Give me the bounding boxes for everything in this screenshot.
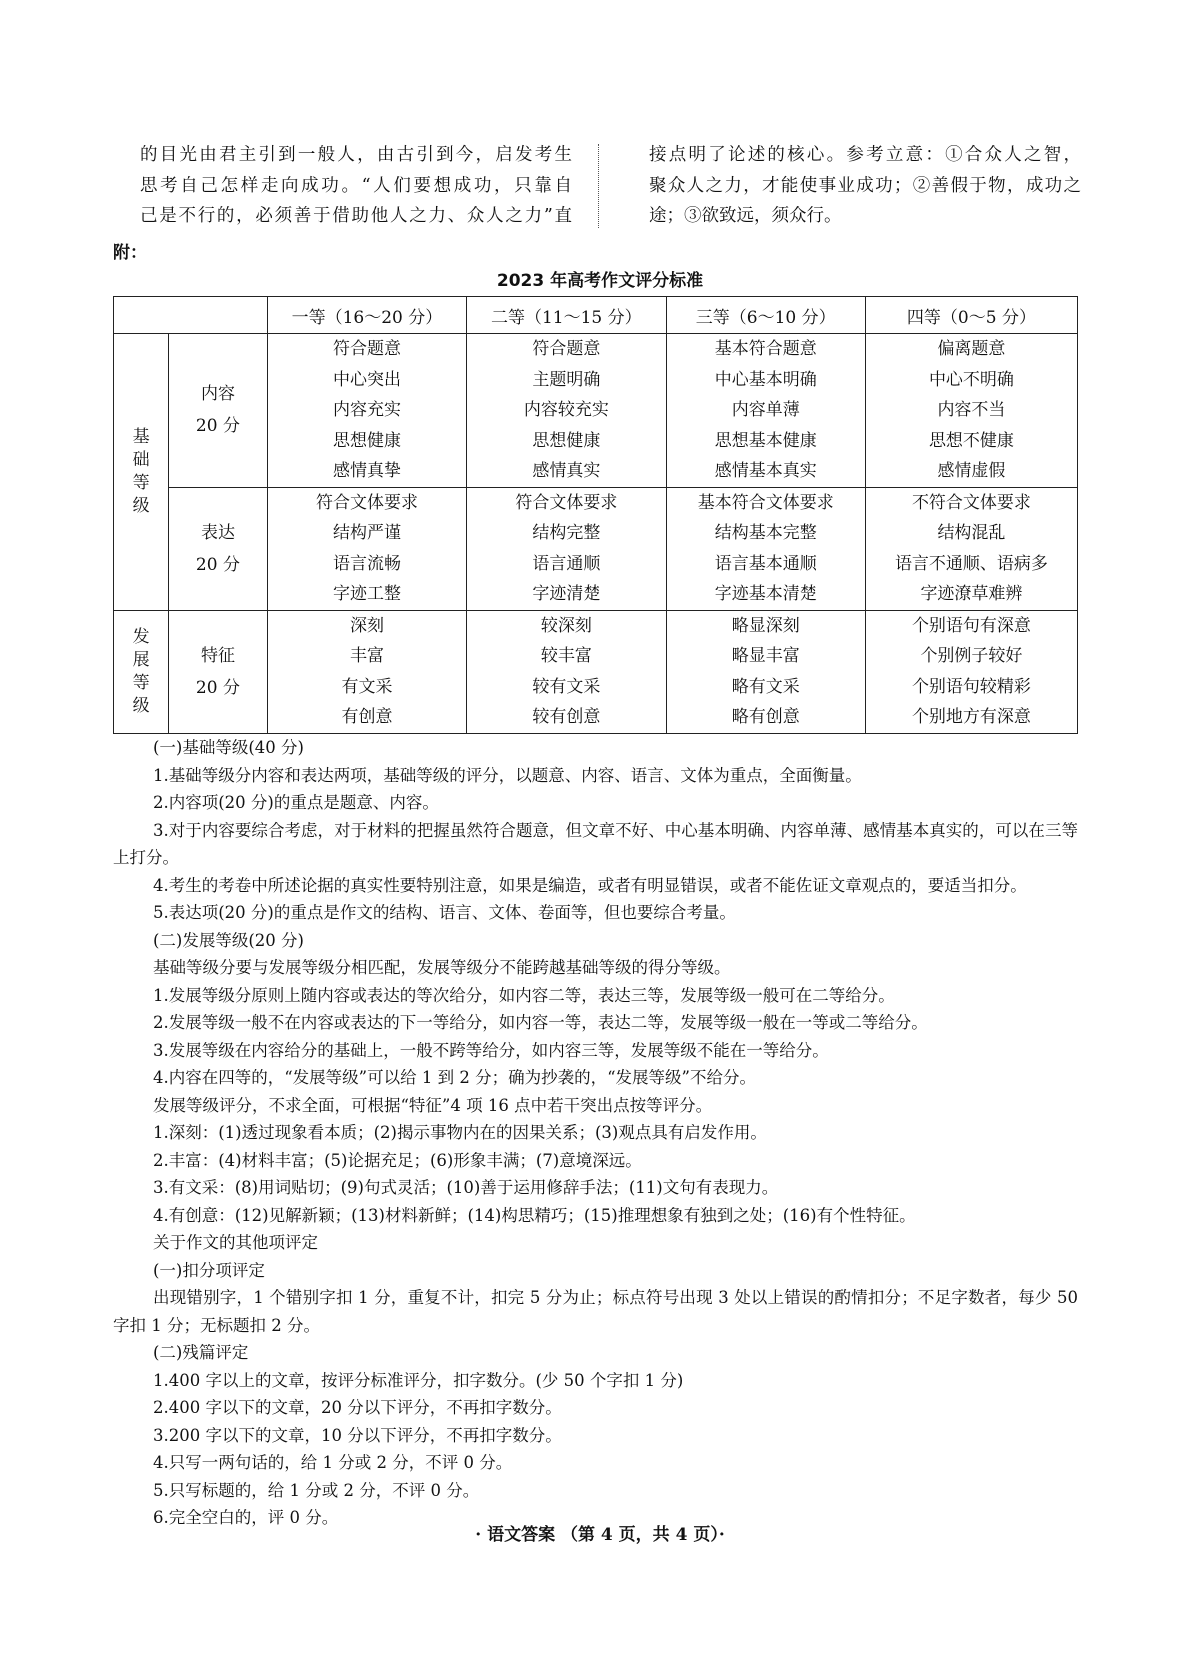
note-paragraph: 2.丰富：(4)材料丰富；(5)论据充足；(6)形象丰满；(7)意境深远。: [153, 1150, 642, 1170]
criteria-item: 基本符合题意: [714, 339, 817, 359]
criteria-item: 符合题意: [532, 339, 601, 359]
level-cell: [114, 334, 169, 611]
page-footer: · 语文答案 （第 4 页，共 4 页）·: [475, 1525, 725, 1545]
category-label: [169, 378, 267, 442]
criteria-cell: [267, 610, 466, 733]
criteria-list: [268, 334, 466, 487]
note-paragraph: 1.深刻：(1)透过现象看本质；(2)揭示事物内在的因果关系；(3)观点具有启发作用。: [153, 1123, 767, 1142]
carryover-left-column: [140, 140, 572, 232]
criteria-list: [667, 334, 865, 487]
criteria-item: 丰富: [349, 646, 384, 666]
level-char: 展: [132, 649, 150, 670]
criteria-item: 个别语句较精彩: [911, 676, 1031, 697]
note-paragraph: 发展等级评分，不求全面，可根据“特征”4 项 16 点中若干突出点按等评分。: [153, 1095, 713, 1115]
note-paragraph: 2.发展等级一般不在内容或表达的下一等给分，如内容一等，表达二等，发展等级一般在一等或二等给分。: [153, 1013, 928, 1032]
criteria-item: 思想基本健康: [714, 430, 817, 451]
carryover-right-column: [649, 140, 1081, 232]
note-paragraph: 3.发展等级在内容给分的基础上，一般不跨等给分，如内容三等，发展等级不能在一等给分。: [153, 1040, 829, 1060]
category-line: 特征: [200, 645, 235, 666]
table-row: [114, 487, 1078, 610]
criteria-item: 语言不通顺、语病多: [894, 553, 1048, 574]
note-paragraph: 关于作文的其他项评定: [153, 1233, 318, 1252]
criteria-item: 略有创意: [731, 707, 800, 727]
criteria-cell: [666, 487, 865, 610]
criteria-list: [866, 611, 1077, 733]
header-corner-cell: [114, 297, 268, 334]
criteria-cell: [267, 334, 466, 488]
criteria-cell: [865, 487, 1077, 610]
criteria-item: 个别地方有深意: [911, 707, 1031, 727]
note-paragraph: 1.基础等级分内容和表达两项，基础等级的评分，以题意、内容、语言、文体为重点，全面衡量。: [153, 765, 862, 785]
criteria-list: [667, 488, 865, 610]
criteria-item: 较有创意: [532, 707, 601, 727]
attachment-label: 附：: [113, 243, 147, 263]
note-paragraph: 3.200 字以下的文章，10 分以下评分，不再扣字数分。: [153, 1425, 562, 1445]
note-paragraph: 2.400 字以下的文章，20 分以下评分，不再扣字数分。: [153, 1398, 562, 1417]
criteria-item: 思想健康: [332, 430, 401, 451]
criteria-item: 主题明确: [532, 369, 601, 390]
text-line: 途；③欲致远，须众行。: [649, 206, 842, 226]
text-line: 思考自己怎样走向成功。“人们要想成功，只靠自: [140, 175, 572, 196]
criteria-cell: [865, 610, 1077, 733]
criteria-item: 中心不明确: [928, 369, 1014, 390]
criteria-list: [467, 488, 665, 610]
criteria-item: 结构混乱: [937, 523, 1006, 543]
level-cell: [114, 610, 169, 733]
criteria-item: 感情基本真实: [714, 461, 817, 481]
criteria-item: 感情真实: [532, 461, 601, 481]
criteria-item: 内容较充实: [523, 400, 609, 420]
criteria-item: 思想不健康: [928, 430, 1014, 451]
level-char: 础: [132, 449, 150, 470]
header-cell: 一等（16～20 分）: [267, 297, 466, 334]
level-label: [131, 426, 151, 518]
criteria-item: 思想健康: [532, 430, 601, 451]
criteria-item: 感情虚假: [937, 461, 1006, 481]
criteria-item: 感情真挚: [332, 461, 401, 481]
criteria-item: 略显丰富: [731, 646, 800, 666]
category-cell: [169, 487, 268, 610]
criteria-list: [866, 334, 1077, 487]
note-paragraph: 3.有文采：(8)用词贴切；(9)句式灵活；(10)善于运用修辞手法；(11)文句有表现力。: [153, 1178, 779, 1197]
category-line: 20 分: [195, 416, 240, 437]
criteria-item: 略有文采: [731, 676, 800, 697]
level-label: [131, 626, 151, 718]
header-cell: 二等（11～15 分）: [467, 297, 666, 334]
note-paragraph: (一)扣分项评定: [153, 1260, 265, 1280]
criteria-item: 深刻: [349, 615, 384, 636]
carryover-text: [140, 140, 1090, 232]
level-char: 基: [132, 426, 150, 447]
note-paragraph: 5.只写标题的，给 1 分或 2 分，不评 0 分。: [153, 1480, 480, 1500]
category-label: [169, 517, 267, 581]
category-line: 20 分: [195, 554, 240, 575]
criteria-cell: [267, 487, 466, 610]
note-paragraph: 1.400 字以上的文章，按评分标准评分，扣字数分。(少 50 个字扣 1 分): [153, 1370, 684, 1390]
text-line: 聚众人之力，才能使事业成功；②善假于物，成功之: [649, 175, 1081, 196]
criteria-item: 较深刻: [540, 615, 592, 636]
text-line: 接点明了论述的核心。参考立意：①合众人之智，: [649, 145, 1081, 165]
note-paragraph: 4.只写一两句话的，给 1 分或 2 分，不评 0 分。: [153, 1453, 513, 1472]
criteria-item: 字迹清楚: [532, 584, 601, 604]
header-cell: 三等（6～10 分）: [666, 297, 865, 334]
note-paragraph: 4.考生的考卷中所述论据的真实性要特别注意，如果是编造，或者有明显错误，或者不能佐证文章观点的，要适当扣分。: [153, 875, 1027, 895]
criteria-item: 内容单薄: [731, 400, 800, 420]
criteria-cell: [666, 334, 865, 488]
criteria-cell: [865, 334, 1077, 488]
level-char: 发: [132, 626, 150, 647]
category-line: 20 分: [195, 677, 240, 698]
criteria-cell: [467, 334, 666, 488]
note-paragraph: 4.有创意：(12)见解新颖；(13)材料新鲜；(14)构思精巧；(15)推理想象有独到之处；(16)有个性特征。: [153, 1205, 916, 1225]
note-paragraph: 出现错别字，1 个错别字扣 1 分，重复不计，扣完 5 分为止；标点符号出现 3 处以上错误的酌情扣分；不足字数者，每少 50 字扣 1 分；无标题扣 2 分。: [113, 1288, 1078, 1335]
note-paragraph: 4.内容在四等的，“发展等级”可以给 1 到 2 分；确为抄袭的，“发展等级”不给分。: [153, 1068, 756, 1087]
note-paragraph: (二)残篇评定: [153, 1343, 249, 1362]
criteria-list: [866, 488, 1077, 610]
criteria-item: 字迹工整: [332, 584, 401, 604]
criteria-item: 符合题意: [332, 339, 401, 359]
criteria-list: [268, 611, 466, 733]
note-paragraph: 3.对于内容要综合考虑，对于材料的把握虽然符合题意，但文章不好、中心基本明确、内容单薄、感情基本真实的，可以在三等上打分。: [113, 820, 1078, 867]
criteria-cell: [467, 610, 666, 733]
text-line: 己是不行的，必须善于借助他人之力、众人之力”直: [140, 206, 572, 226]
criteria-item: 语言基本通顺: [714, 553, 817, 574]
scoring-rubric-table: [113, 296, 1078, 734]
criteria-item: 较有文采: [532, 676, 601, 697]
level-char: 等: [132, 672, 150, 693]
note-paragraph: 6.完全空白的，评 0 分。: [153, 1508, 339, 1527]
table-row: [114, 334, 1078, 488]
column-divider: [598, 144, 599, 228]
criteria-item: 内容不当: [937, 400, 1006, 420]
criteria-item: 结构基本完整: [714, 523, 817, 543]
criteria-item: 中心基本明确: [714, 369, 817, 390]
criteria-list: [268, 488, 466, 610]
text-line: 的目光由君主引到一般人，由古引到今，启发考生: [140, 145, 572, 165]
criteria-item: 内容充实: [332, 400, 401, 420]
category-label: [169, 640, 267, 704]
category-line: 表达: [200, 522, 235, 543]
criteria-item: 略显深刻: [731, 615, 800, 636]
criteria-item: 有文采: [341, 676, 393, 697]
criteria-item: 不符合文体要求: [911, 492, 1031, 513]
category-cell: [169, 334, 268, 488]
criteria-item: 偏离题意: [937, 339, 1006, 359]
category-cell: [169, 610, 268, 733]
criteria-item: 有创意: [341, 707, 393, 727]
criteria-item: 字迹潦草难辨: [920, 584, 1023, 604]
scoring-notes: [113, 734, 1078, 1532]
note-paragraph: 2.内容项(20 分)的重点是题意、内容。: [153, 793, 439, 812]
note-paragraph: 5.表达项(20 分)的重点是作文的结构、语言、文体、卷面等，但也要综合考量。: [153, 903, 736, 922]
header-cell: 四等（0～5 分）: [865, 297, 1077, 334]
criteria-list: [667, 611, 865, 733]
criteria-cell: [666, 610, 865, 733]
table-title: 2023 年高考作文评分标准: [496, 271, 704, 291]
criteria-item: 基本符合文体要求: [697, 492, 834, 513]
note-paragraph: 1.发展等级分原则上随内容或表达的等次给分，如内容二等，表达三等，发展等级一般可在二等给分。: [153, 985, 895, 1005]
criteria-list: [467, 611, 665, 733]
criteria-item: 结构完整: [532, 523, 601, 543]
criteria-item: 语言流畅: [332, 553, 401, 574]
level-char: 等: [132, 472, 150, 493]
note-paragraph: (一)基础等级(40 分): [153, 738, 304, 757]
level-char: 级: [132, 695, 150, 716]
criteria-cell: [467, 487, 666, 610]
criteria-item: 符合文体要求: [315, 492, 418, 513]
criteria-item: 符合文体要求: [515, 492, 618, 513]
criteria-item: 较丰富: [540, 646, 592, 666]
category-line: 内容: [200, 384, 235, 405]
criteria-list: [467, 334, 665, 487]
criteria-item: 个别语句有深意: [911, 615, 1031, 636]
criteria-item: 结构严谨: [332, 523, 401, 543]
table-header-row: [114, 297, 1078, 334]
criteria-item: 语言通顺: [532, 553, 601, 574]
table-row: [114, 610, 1078, 733]
criteria-item: 中心突出: [332, 369, 401, 390]
level-char: 级: [132, 495, 150, 516]
criteria-item: 个别例子较好: [920, 646, 1023, 666]
note-paragraph: (二)发展等级(20 分): [153, 930, 304, 950]
note-paragraph: 基础等级分要与发展等级分相匹配，发展等级分不能跨越基础等级的得分等级。: [153, 958, 731, 977]
criteria-item: 字迹基本清楚: [714, 584, 817, 604]
